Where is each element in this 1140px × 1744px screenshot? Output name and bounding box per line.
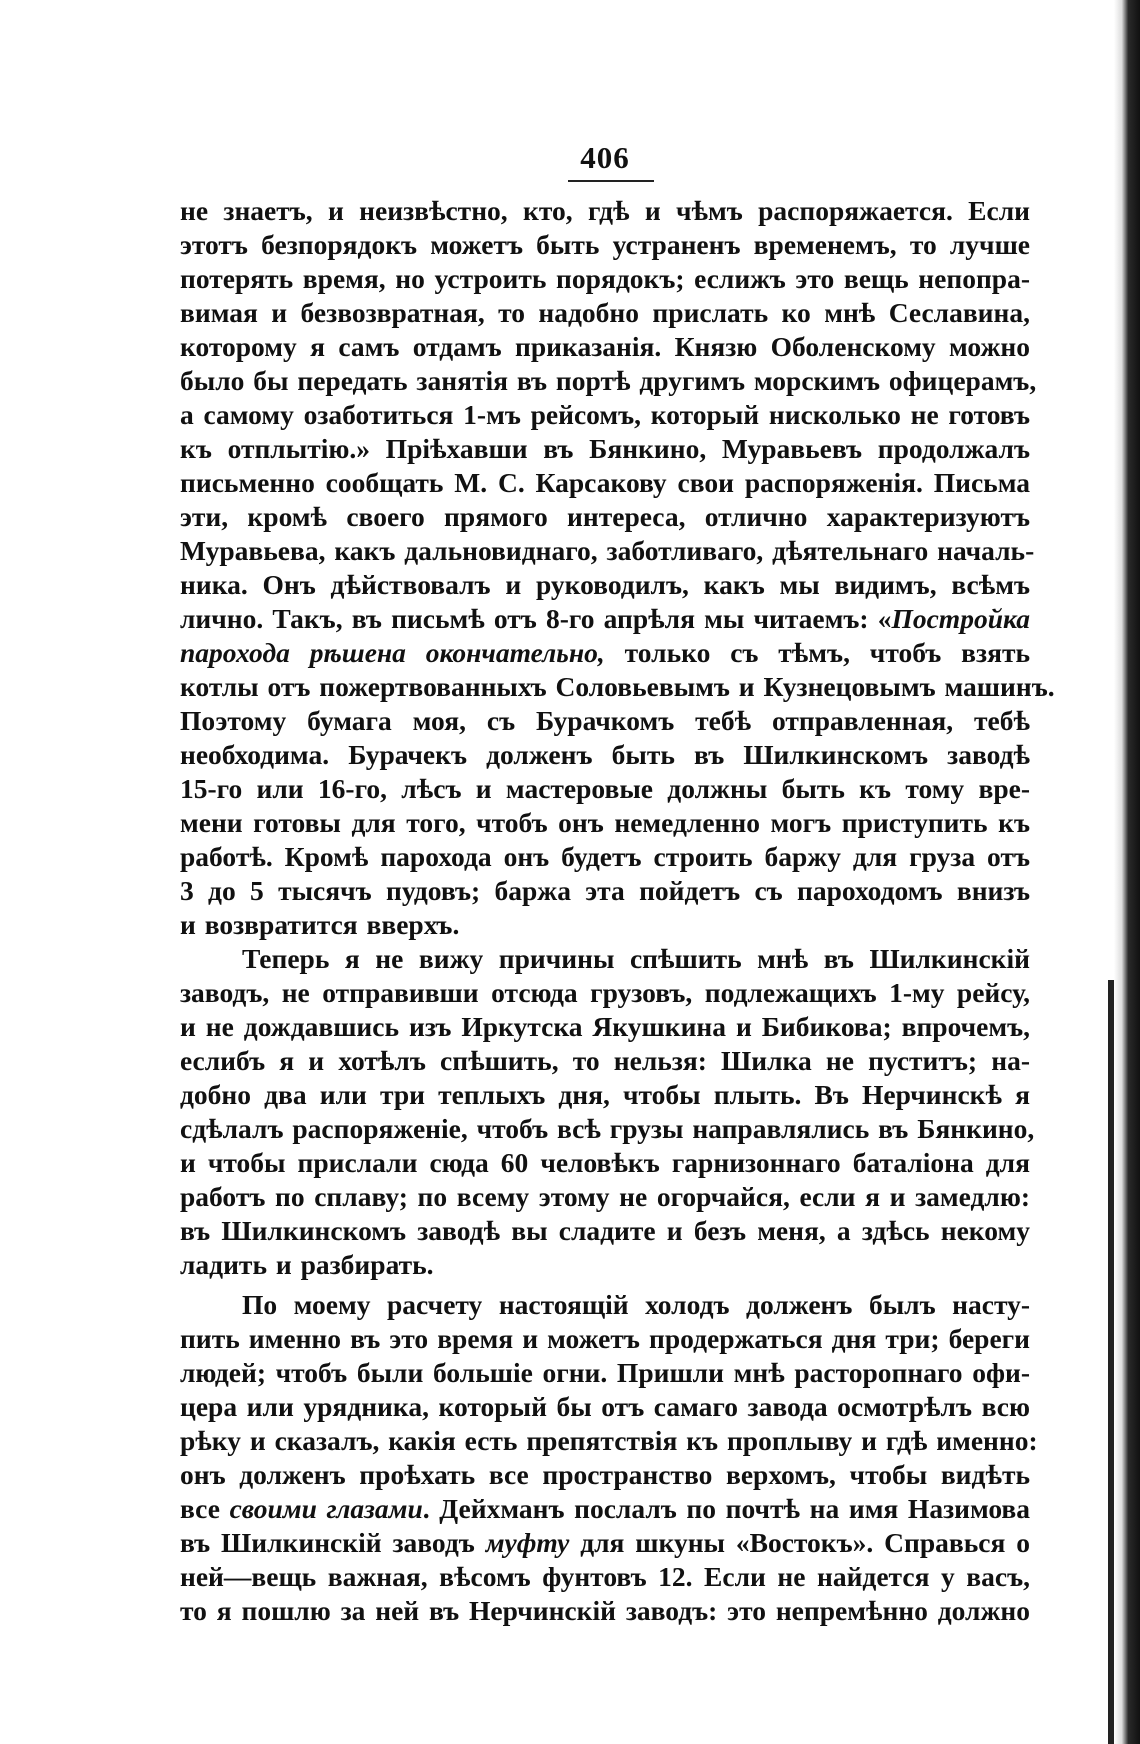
text-line: и возвратится вверхъ. xyxy=(180,909,460,940)
scan-edge-mark xyxy=(1108,980,1114,1744)
text-line xyxy=(180,1526,1030,1560)
text-line: въ Шилкинскомъ заводѣ вы сладите и безъ меня, а здѣсь некому xyxy=(180,1215,1030,1246)
text-line: къ отплытію.» Пріѣхавши въ Бянкино, Муравьевъ продолжалъ xyxy=(180,433,1030,464)
scan-edge-shadow xyxy=(1114,0,1140,1744)
text-line: и чтобы прислали сюда 60 человѣкъ гарнизоннаго баталіона для xyxy=(180,1147,1030,1178)
text-run: для шкуны «Востокъ». Справься о xyxy=(569,1527,1030,1558)
text-line: ника. Онъ дѣйствовалъ и руководилъ, какъ мы видимъ, всѣмъ xyxy=(180,569,1030,600)
text-line: необходима. Бурачекъ долженъ быть въ Шилкинскомъ заводѣ xyxy=(180,739,1030,770)
italic-emphasis: муфту xyxy=(485,1527,570,1558)
italic-emphasis: Постройка xyxy=(891,603,1030,634)
page-number: 406 xyxy=(580,140,630,175)
text-run: только съ тѣмъ, чтобъ взять xyxy=(604,637,1030,668)
text-line: 3 до 5 тысячъ пудовъ; баржа эта пойдетъ съ пароходомъ внизъ xyxy=(180,875,1030,906)
text-line: рѣку и сказалъ, какія есть препятствія къ проплыву и гдѣ именно: xyxy=(180,1425,1038,1456)
text-line: этотъ безпорядокъ можетъ быть устраненъ временемъ, то лучше xyxy=(180,229,1030,260)
text-line: Теперь я не вижу причины спѣшить мнѣ въ Шилкинскій xyxy=(242,943,1030,974)
page-number-rule xyxy=(568,180,654,182)
text-line xyxy=(180,636,1030,670)
text-line: Поэтому бумага моя, съ Бурачкомъ тебѣ отправленная, тебѣ xyxy=(180,705,1030,736)
text-line: то я пошлю за ней въ Нерчинскій заводъ: это непремѣнно должно xyxy=(180,1595,1030,1626)
text-line: По моему расчету настоящій холодъ долженъ былъ насту- xyxy=(242,1289,1030,1320)
text-line: ней—вещь важная, вѣсомъ фунтовъ 12. Если не найдется у васъ, xyxy=(180,1561,1030,1592)
italic-emphasis: своими глазами xyxy=(229,1493,423,1524)
text-line xyxy=(180,602,1030,636)
text-run: въ Шилкинскій заводъ xyxy=(180,1527,486,1558)
text-line: добно два или три теплыхъ дня, чтобы плыть. Въ Нерчинскѣ я xyxy=(180,1079,1030,1110)
text-line: работъ по сплаву; по всему этому не огорчайся, если я и замедлю: xyxy=(180,1181,1030,1212)
text-line: ладить и разбирать. xyxy=(180,1249,434,1280)
text-line: работѣ. Кромѣ парохода онъ будетъ строить баржу для груза отъ xyxy=(180,841,1030,872)
text-run: все xyxy=(180,1493,230,1524)
text-line: пить именно въ это время и можетъ продержаться дня три; береги xyxy=(180,1323,1030,1354)
text-run: лично. Такъ, въ письмѣ отъ 8-го апрѣля мы читаемъ: « xyxy=(180,603,892,634)
text-line xyxy=(180,1492,1030,1526)
text-line: котлы отъ пожертвованныхъ Соловьевымъ и Кузнецовымъ машинъ. xyxy=(180,671,1055,702)
text-line: которому я самъ отдамъ приказанія. Князю Оболенскому можно xyxy=(180,331,1030,362)
text-line: 15-го или 16-го, лѣсъ и мастеровые должны быть къ тому вре- xyxy=(180,773,1030,804)
text-line: еслибъ я и хотѣлъ спѣшить, то нельзя: Шилка не пуститъ; на- xyxy=(180,1045,1030,1076)
text-line: а самому озаботиться 1-мъ рейсомъ, который нисколько не готовъ xyxy=(180,399,1030,430)
text-line: потерять время, но устроить порядокъ; еслижъ это вещь непопра- xyxy=(180,263,1030,294)
text-line: заводъ, не отправивши отсюда грузовъ, подлежащихъ 1-му рейсу, xyxy=(180,977,1030,1008)
text-line: Муравьева, какъ дальновиднаго, заботливаго, дѣятельнаго началь- xyxy=(180,535,1035,566)
text-line: вимая и безвозвратная, то надобно прислать ко мнѣ Сеславина, xyxy=(180,297,1030,328)
text-line: онъ долженъ проѣхать все пространство верхомъ, чтобы видѣть xyxy=(180,1459,1030,1490)
text-line: и не дождавшись изъ Иркутска Якушкина и Бибикова; впрочемъ, xyxy=(180,1011,1030,1042)
italic-emphasis: парохода рѣшена окончательно, xyxy=(180,637,605,668)
text-line: эти, кромѣ своего прямого интереса, отлично характеризуютъ xyxy=(180,501,1030,532)
text-line: письменно сообщать М. С. Карсакову свои распоряженія. Письма xyxy=(180,467,1030,498)
text-line: не знаетъ, и неизвѣстно, кто, гдѣ и чѣмъ распоряжается. Если xyxy=(180,195,1030,226)
text-run: . Дейхманъ послалъ по почтѣ на имя Назимова xyxy=(422,1493,1031,1524)
body-text xyxy=(180,194,1055,1628)
text-line: цера или урядника, который бы отъ самаго завода осмотрѣлъ всю xyxy=(180,1391,1030,1422)
text-line: было бы передать занятія въ портѣ другимъ морскимъ офицерамъ, xyxy=(180,365,1037,396)
text-line: мени готовы для того, чтобъ онъ немедленно могъ приступить къ xyxy=(180,807,1030,838)
text-line: сдѣлалъ распоряженіе, чтобъ всѣ грузы направлялись въ Бянкино, xyxy=(180,1113,1035,1144)
text-line: людей; чтобъ были большіе огни. Пришли мнѣ расторопнаго офи- xyxy=(180,1357,1030,1388)
